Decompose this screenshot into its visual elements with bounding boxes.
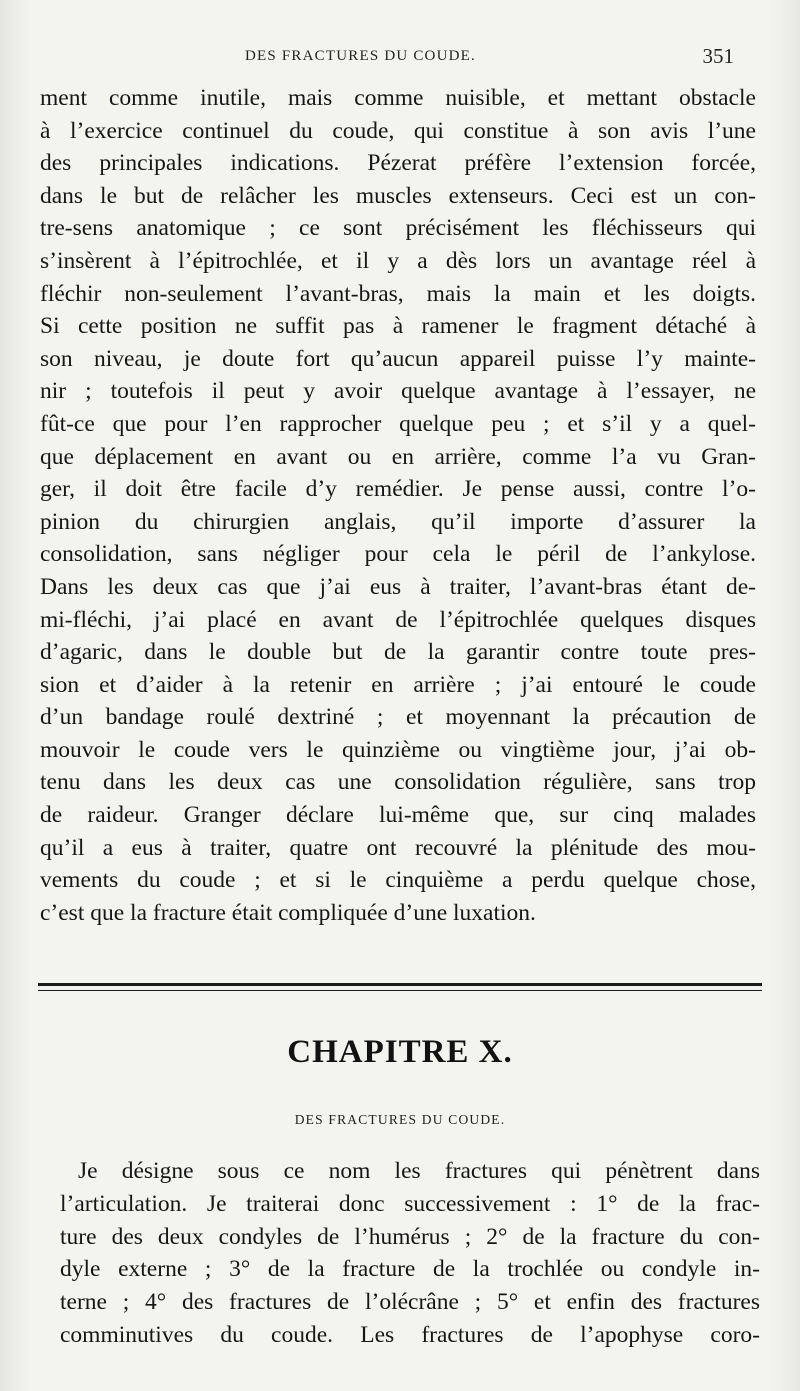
text-line: terne ; 4° des fractures de l’olécrâne ; 5° et enfin des fractures bbox=[60, 1289, 760, 1316]
text-line: d’agaric, dans le double but de la garantir contre toute pres- bbox=[40, 639, 756, 666]
text-line: l’articulation. Je traiterai donc successivement : 1° de la frac- bbox=[60, 1190, 760, 1217]
text-line: Dans les deux cas que j’ai eus à traiter, l’avant-bras étant de- bbox=[40, 573, 756, 600]
text-line: fléchir non-seulement l’avant-bras, mais la main et les doigts. bbox=[40, 280, 756, 307]
text-line: fût-ce que pour l’en rapprocher quelque peu ; et s’il y a quel- bbox=[40, 410, 756, 437]
chapter-body-text bbox=[60, 1155, 760, 1352]
text-line: mouvoir le coude vers le quinzième ou vingtième jour, j’ai ob- bbox=[40, 736, 756, 763]
text-line: vements du coude ; et si le cinquième a perdu quelque chose, bbox=[40, 867, 756, 894]
text-line: pinion du chirurgien anglais, qu’il importe d’assurer la bbox=[40, 508, 756, 535]
text-line: tenu dans les deux cas une consolidation régulière, sans trop bbox=[40, 769, 756, 796]
text-line: Je désigne sous ce nom les fractures qui pénètrent dans bbox=[78, 1158, 760, 1184]
page-number: 351 bbox=[702, 44, 734, 68]
text-line: Si cette position ne suffit pas à ramener le fragment détaché à bbox=[40, 313, 756, 340]
text-line: que déplacement en avant ou en arrière, comme l’a vu Gran- bbox=[40, 443, 756, 470]
text-line: son niveau, je doute fort qu’aucun appareil puisse l’y mainte- bbox=[40, 345, 756, 372]
text-line: c’est que la fracture était compliquée d’une luxation. bbox=[40, 899, 536, 926]
divider-thin-rule bbox=[38, 990, 762, 991]
text-line: nir ; toutefois il peut y avoir quelque avantage à l’essayer, ne bbox=[40, 378, 756, 405]
text-line: sion et d’aider à la retenir en arrière ; j’ai entouré le coude bbox=[40, 671, 756, 698]
text-line: ture des deux condyles de l’humérus ; 2° de la fracture du con- bbox=[60, 1223, 760, 1250]
text-line: consolidation, sans négliger pour cela le péril de l’ankylose. bbox=[40, 541, 756, 568]
chapter-title: CHAPITRE X. bbox=[287, 1034, 513, 1070]
text-line: qu’il a eus à traiter, quatre ont recouvré la plénitude des mou- bbox=[40, 834, 756, 861]
section-divider bbox=[38, 983, 762, 991]
text-line: de raideur. Granger déclare lui-même que, sur cinq malades bbox=[40, 802, 756, 829]
divider-thick-rule bbox=[38, 983, 762, 986]
text-line: mi-fléchi, j’ai placé en avant de l’épitrochlée quelques disques bbox=[40, 606, 756, 633]
text-line: tre-sens anatomique ; ce sont précisément les fléchisseurs qui bbox=[40, 215, 756, 242]
text-line: s’insèrent à l’épitrochlée, et il y a dès lors un avantage réel à bbox=[40, 247, 756, 274]
text-line: à l’exercice continuel du coude, qui constitue à son avis l’une bbox=[40, 117, 756, 144]
chapter-subtitle: DES FRACTURES DU COUDE. bbox=[294, 1112, 506, 1127]
text-line: d’un bandage roulé dextriné ; et moyennant la précaution de bbox=[40, 704, 756, 731]
body-text bbox=[40, 82, 756, 929]
text-line: comminutives du coude. Les fractures de l’apophyse coro- bbox=[60, 1321, 760, 1348]
running-head bbox=[0, 44, 800, 72]
running-title: DES FRACTURES DU COUDE. bbox=[245, 48, 476, 64]
text-line: ger, il doit être facile d’y remédier. Je pense aussi, contre l’o- bbox=[40, 476, 756, 503]
text-line: dans le but de relâcher les muscles extenseurs. Ceci est un con- bbox=[40, 182, 756, 209]
text-line: ment comme inutile, mais comme nuisible, et mettant obstacle bbox=[40, 85, 756, 111]
text-line: des principales indications. Pézerat préfère l’extension forcée, bbox=[40, 150, 756, 177]
text-line: dyle externe ; 3° de la fracture de la trochlée ou condyle in- bbox=[60, 1256, 760, 1283]
